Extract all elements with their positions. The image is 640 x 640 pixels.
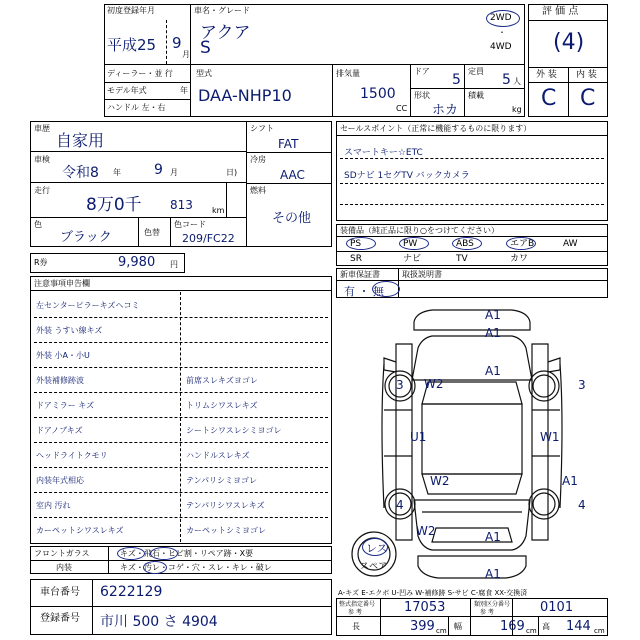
equipment-title: 装備品（純正品に限り○をつけてください） xyxy=(340,226,499,235)
diagram-legend: A-キズ E-エクボ U-凹み W-補修跡 S-サビ C-腐食 XX-交換済 xyxy=(338,589,528,597)
note-left-item: 外装 うすい線キズ xyxy=(36,326,103,335)
width: 169 xyxy=(500,619,525,634)
interior-label-glass: 内装 xyxy=(56,563,72,572)
note-right-item: テンパリシミヨゴレ xyxy=(186,476,258,485)
displacement: 1500 xyxy=(360,86,396,102)
shape-label: 形状 xyxy=(414,91,430,100)
manual-label: 取扱説明書 xyxy=(402,270,442,279)
first-reg-month: 9 xyxy=(172,34,182,52)
inspection-label: 車検 xyxy=(34,155,50,164)
model-label: 型式 xyxy=(196,69,212,78)
inspection-year-unit: 年 xyxy=(113,168,121,177)
equipment-item: PW xyxy=(403,239,418,249)
mark-right-rear-tire: 4 xyxy=(578,498,586,512)
equipment-circle xyxy=(399,237,429,250)
warranty-no-circle xyxy=(372,281,400,297)
mark-right-front-tire: 3 xyxy=(578,378,586,392)
cc-unit: CC xyxy=(396,104,408,113)
color-code: 209/FC22 xyxy=(182,232,235,245)
handle-label: ハンドル 左・右 xyxy=(107,103,166,112)
mark-left-rear-tire: 4 xyxy=(396,498,404,512)
height-label: 高 xyxy=(542,622,550,631)
drive-dot: ・ xyxy=(498,28,506,37)
kg-unit: kg xyxy=(512,105,522,114)
length: 399 xyxy=(410,619,435,634)
width-label: 幅 xyxy=(454,622,462,631)
front-glass-text: キズ・飛石・ヒビ割・リペア跡・X要 xyxy=(120,549,254,558)
equipment-item: ナビ xyxy=(403,254,422,264)
mark-left-front-fender: W2 xyxy=(424,377,444,391)
interior-label: 内 装 xyxy=(576,70,597,80)
dealer-label: ディーラー・並 行 xyxy=(107,69,173,78)
mark-left-rear-fender: W2 xyxy=(416,524,436,538)
note-left-item: 内装年式相応 xyxy=(36,476,84,485)
ac-label: 冷房 xyxy=(250,155,266,164)
r-ticket-block xyxy=(30,253,185,273)
displacement-label: 排気量 xyxy=(336,69,360,78)
color: ブラック xyxy=(60,230,112,245)
first-reg-label: 初度登録年月 xyxy=(107,6,155,15)
class-no-label: 類別区分番号 xyxy=(474,601,511,608)
class-no: 0101 xyxy=(540,600,574,615)
note-left-item: カーペットシワスレキズ xyxy=(36,526,124,535)
chassis: 6222129 xyxy=(100,584,163,600)
exterior-score: C xyxy=(541,86,557,111)
sales-point-2: SDナビ 1セグTV バックカメラ xyxy=(344,171,470,181)
plate: 市川 500 さ 4904 xyxy=(100,614,218,630)
mark-front-top2: A1 xyxy=(485,326,501,340)
equipment-item: SR xyxy=(350,254,362,264)
color-label: 色 xyxy=(34,220,42,229)
equipment-item: カワ xyxy=(510,254,529,264)
note-left-item: 左センターピラーキズヘコミ xyxy=(36,301,140,310)
spare-label: レス xyxy=(366,542,388,555)
interior-score: C xyxy=(580,86,596,111)
inspection-era: 令和8 xyxy=(62,165,99,181)
mileage-label: 走行 xyxy=(34,186,50,195)
door-label: ドア xyxy=(414,67,430,76)
shift-label: シフト xyxy=(250,124,274,133)
mark-front-top: A1 xyxy=(485,308,501,322)
vehicle-type-label: 車歴 xyxy=(34,124,50,133)
note-left-item: ヘッドライトクモリ xyxy=(36,451,108,460)
length-unit: cm xyxy=(436,627,447,635)
fuel-label: 燃料 xyxy=(250,186,266,195)
note-left-item: 外装補修跡波 xyxy=(36,376,84,385)
sales-points-title: セールスポイント（正常に機能するものに限ります） xyxy=(340,124,532,133)
note-left-item: 外装 小A・小U xyxy=(36,351,90,360)
drive-2wd: 2WD xyxy=(490,13,512,23)
equipment-item: PS xyxy=(350,239,362,249)
note-right-item: テンパリシワスレキズ xyxy=(186,501,265,510)
note-right-item: 前席スレキズヨゴレ xyxy=(186,376,258,385)
model-year-unit: 年 xyxy=(180,86,188,95)
km-unit: km xyxy=(212,206,225,215)
chip-circle xyxy=(150,547,178,560)
shape: ホカ xyxy=(432,103,459,118)
mark-left-front-tire: 3 xyxy=(396,378,404,392)
mileage-rest: 813 xyxy=(170,198,193,212)
footer-ref-1: 参 考 xyxy=(348,609,362,616)
inspection-month: 9 xyxy=(154,162,163,178)
doors: 5 xyxy=(452,72,461,88)
note-left-item: 室内 汚れ xyxy=(36,501,71,510)
note-right-item: ハンドルスレキズ xyxy=(186,451,250,460)
height: 144 xyxy=(566,619,591,634)
chassis-label: 車台番号 xyxy=(40,587,80,598)
mark-rear-bottom: A1 xyxy=(485,567,501,581)
shift: FAT xyxy=(278,137,299,151)
first-reg-month-unit: 月 xyxy=(182,50,190,59)
r-value: 9,980 xyxy=(118,255,156,270)
persons-unit: 人 xyxy=(513,77,521,86)
length-label: 長 xyxy=(352,622,360,631)
scratch-circle xyxy=(117,547,145,560)
mark-right-door: W1 xyxy=(540,430,560,444)
equipment-item: ABS xyxy=(456,239,474,249)
equipment-circle xyxy=(506,237,536,250)
mark-right-rear-quarter: A1 xyxy=(562,474,578,488)
equipment-item: エアB xyxy=(510,239,535,249)
note-right-item: トリムシワスレキズ xyxy=(186,401,258,410)
ac: AAC xyxy=(280,168,305,182)
rating-score: (4) xyxy=(553,30,585,55)
shipping-no-label: 整式指定番号 xyxy=(339,601,376,608)
car-name: アクア xyxy=(200,23,251,43)
inspection-day-unit: 日) xyxy=(226,168,238,177)
height-unit: cm xyxy=(594,627,605,635)
inspection-month-unit: 月 xyxy=(170,168,178,177)
footer-ref-2: 参 考 xyxy=(480,609,494,616)
load-label: 積載 xyxy=(468,91,484,100)
sales-point-1: スマートキー☆ETC xyxy=(344,148,423,158)
car-name-label: 車名・グレード xyxy=(194,6,250,15)
spare-text: スペア xyxy=(360,562,388,572)
vehicle-type: 自家用 xyxy=(56,131,105,150)
yen-unit: 円 xyxy=(170,260,178,269)
fuel: その他 xyxy=(272,211,312,226)
note-left-item: ドアノブキズ xyxy=(36,426,83,435)
rating-label: 評 価 点 xyxy=(542,6,579,17)
exterior-label: 外 装 xyxy=(536,70,557,80)
note-right-item: シートシワスレシミヨゴレ xyxy=(186,426,282,435)
first-reg-era: 平成25 xyxy=(107,36,157,54)
mark-roof-rear: W2 xyxy=(430,474,450,488)
car-grade: S xyxy=(200,38,211,58)
mark-trunk: A1 xyxy=(485,530,501,544)
mileage-man: 8万0千 xyxy=(86,195,142,215)
stain-circle xyxy=(143,561,167,574)
plate-label: 登録番号 xyxy=(40,613,80,624)
mark-left-door: U1 xyxy=(410,430,427,444)
equipment-item: TV xyxy=(456,254,468,264)
interior-text: キズ・汚レ・コゲ・穴・スレ・キレ・破レ xyxy=(120,563,272,572)
color-code-label: 色コード xyxy=(174,220,206,229)
r-label: R券 xyxy=(34,258,48,267)
note-right-item: カーペットシミヨゴレ xyxy=(186,526,266,535)
capacity-label: 定員 xyxy=(468,67,484,76)
equipment-circle xyxy=(452,237,482,250)
equipment-circle xyxy=(346,237,376,250)
capacity: 5 xyxy=(502,72,511,88)
notes-title: 注意事項申告欄 xyxy=(34,279,90,288)
note-left-item: ドアミラー キズ xyxy=(36,401,95,410)
equipment-item: AW xyxy=(563,239,578,249)
paint-label: 色替 xyxy=(144,228,160,237)
width-unit: cm xyxy=(526,627,537,635)
shipping-no: 17053 xyxy=(404,600,446,615)
mark-hood: A1 xyxy=(485,364,501,378)
warranty-value: 有 ・ 無 xyxy=(344,285,384,298)
header-block xyxy=(104,4,525,117)
warranty-label: 新車保証書 xyxy=(340,270,380,279)
front-glass-label: フロントガラス xyxy=(34,549,90,558)
model-year-label: モデル年式 xyxy=(107,86,147,95)
model-code: DAA-NHP10 xyxy=(198,86,292,105)
drive-4wd: 4WD xyxy=(490,42,512,52)
